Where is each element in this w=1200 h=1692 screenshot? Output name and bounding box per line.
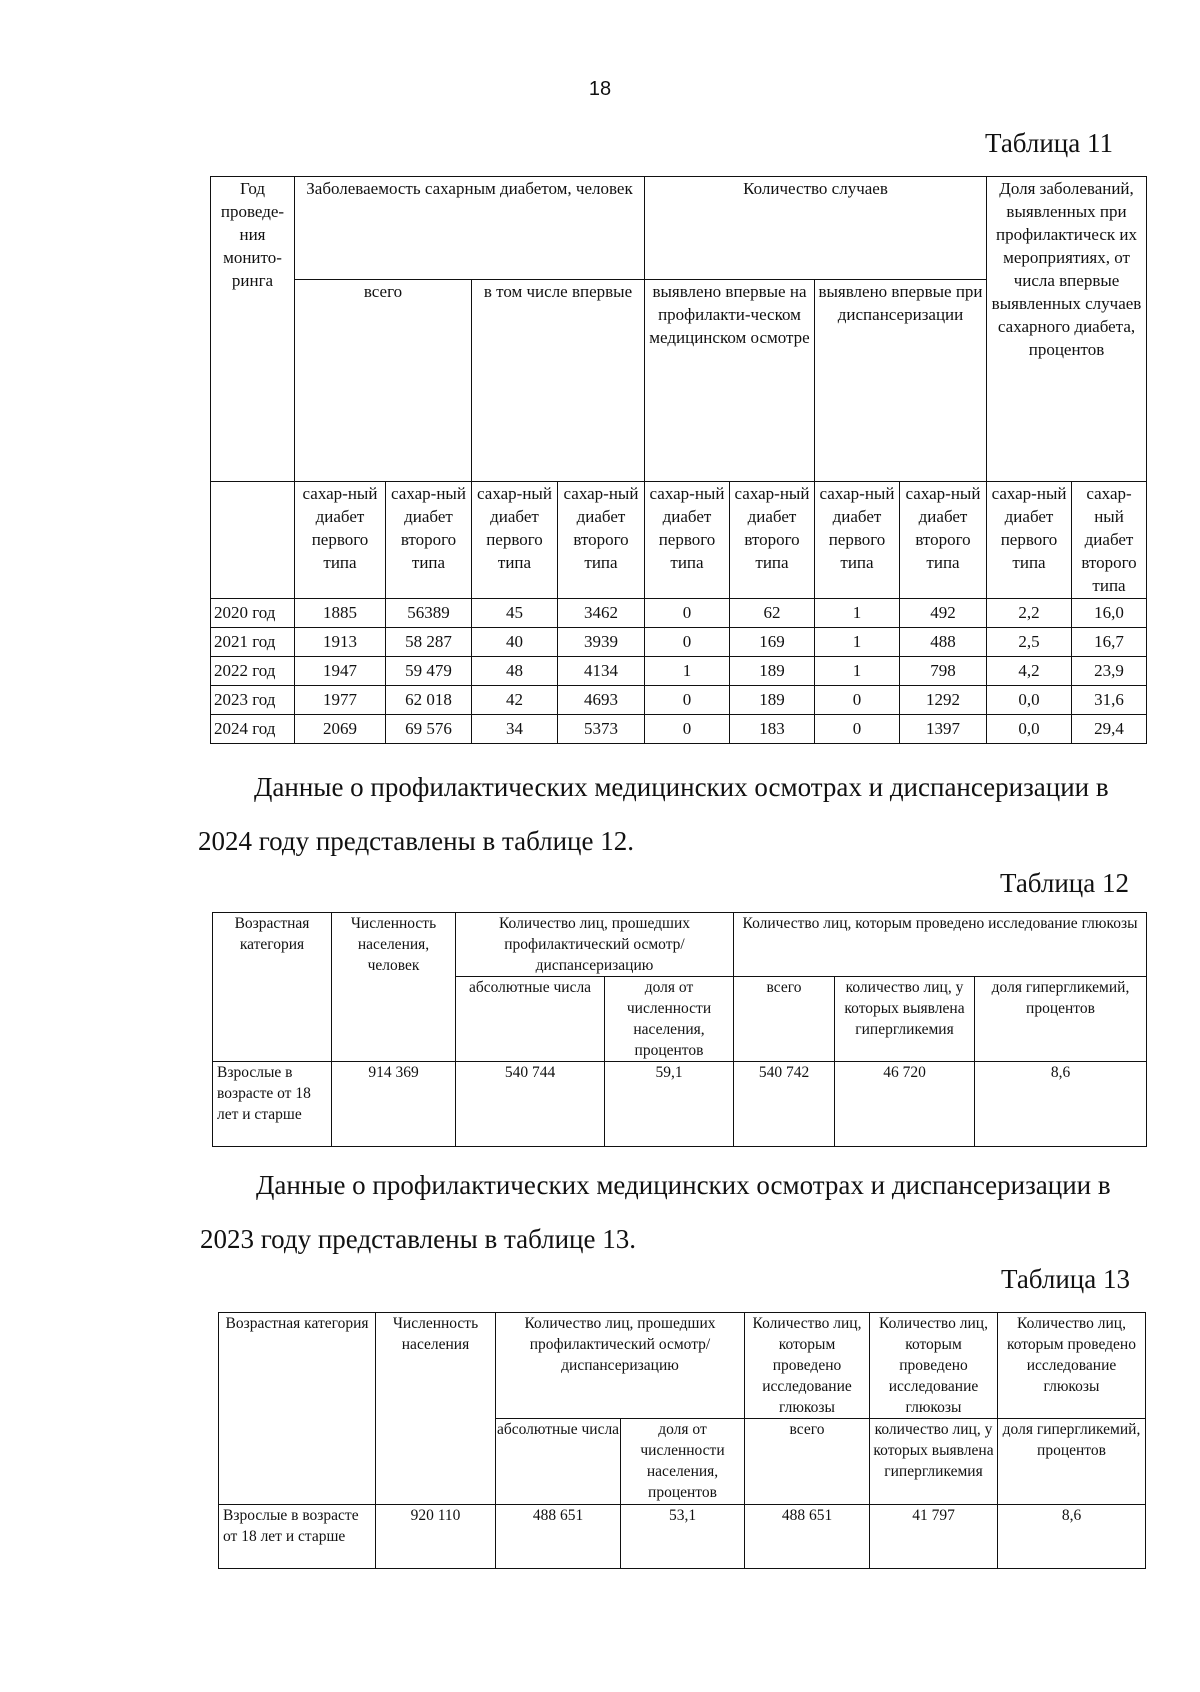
cell: 1947 <box>295 657 386 686</box>
t13-header-glucose-2: Количество лиц, которым проведено исследование глюкозы <box>870 1313 998 1419</box>
cell: 189 <box>730 657 815 686</box>
paragraph-2-line-1: Данные о профилактических медицинских осмотрах и диспансеризации в <box>256 1170 1111 1200</box>
cell: 169 <box>730 628 815 657</box>
t11-header-type2: сахар-ный диабет второго типа <box>900 482 987 599</box>
cell: 59,1 <box>605 1062 734 1147</box>
cell: 23,9 <box>1072 657 1147 686</box>
cell: 189 <box>730 686 815 715</box>
t11-header-type2: сахар-ный диабет второго типа <box>730 482 815 599</box>
t12-header-hyper-share: доля гипергликемий, процентов <box>975 977 1147 1062</box>
t12-header-hyper-count: количество лиц, у которых выявлена гипергликемия <box>835 977 975 1062</box>
t11-header-total: всего <box>295 280 472 482</box>
cell: 62 018 <box>386 686 472 715</box>
table-12-caption: Таблица 12 <box>1000 868 1129 898</box>
cell: 29,4 <box>1072 715 1147 744</box>
cell: 488 651 <box>496 1505 621 1569</box>
cell: 2069 <box>295 715 386 744</box>
cell: 183 <box>730 715 815 744</box>
cell: 0 <box>815 715 900 744</box>
t13-header-share-pop: доля от численности населения, процентов <box>621 1419 745 1505</box>
t12-header-glucose: Количество лиц, которым проведено исследование глюкозы <box>734 913 1147 977</box>
t13-header-glucose-1: Количество лиц, которым проведено исследование глюкозы <box>745 1313 870 1419</box>
cell: 540 744 <box>456 1062 605 1147</box>
t11-header-share: Доля заболеваний, выявленных при профилактическ их мероприятиях, от числа впервые выявленных случаев сахарного диабета, процентов <box>987 177 1147 482</box>
cell: 58 287 <box>386 628 472 657</box>
t11-header-disp: выявлено впервые при диспансеризации <box>815 280 987 482</box>
t12-age-cell: Взрослые в возрасте от 18 лет и старше <box>213 1062 332 1147</box>
t11-header-incidence: Заболеваемость сахарным диабетом, человек <box>295 177 645 280</box>
table-row <box>211 628 1147 657</box>
cell: 40 <box>472 628 558 657</box>
cell: 0 <box>645 715 730 744</box>
t11-header-prof: выявлено впервые на профилакти-ческом медицинском осмотре <box>645 280 815 482</box>
table-12 <box>212 912 1147 1147</box>
t11-header-type1: сахар-ный диабет первого типа <box>815 482 900 599</box>
cell: 4134 <box>558 657 645 686</box>
table-13 <box>218 1312 1146 1569</box>
paragraph-1-line-2: 2024 году представлены в таблице 12. <box>198 826 634 856</box>
t12-header-exam: Количество лиц, прошедших профилактический осмотр/ диспансеризацию <box>456 913 734 977</box>
t11-header-type1: сахар-ный диабет первого типа <box>645 482 730 599</box>
year-cell: 2023 год <box>211 686 295 715</box>
cell: 8,6 <box>975 1062 1147 1147</box>
cell: 42 <box>472 686 558 715</box>
table-row <box>211 599 1147 628</box>
cell: 69 576 <box>386 715 472 744</box>
t11-header-type1: сахар-ный диабет первого типа <box>472 482 558 599</box>
t13-header-exam: Количество лиц, прошедших профилактический осмотр/ диспансеризацию <box>496 1313 745 1419</box>
cell: 920 110 <box>376 1505 496 1569</box>
table-11 <box>210 176 1147 744</box>
table-row <box>211 715 1147 744</box>
t12-header-abs: абсолютные числа <box>456 977 605 1062</box>
t12-header-share-pop: доля от численности населения, процентов <box>605 977 734 1062</box>
cell: 5373 <box>558 715 645 744</box>
t12-header-all: всего <box>734 977 835 1062</box>
cell: 1 <box>815 628 900 657</box>
cell: 16,0 <box>1072 599 1147 628</box>
cell: 1 <box>815 599 900 628</box>
cell: 1885 <box>295 599 386 628</box>
cell: 0,0 <box>987 686 1072 715</box>
cell: 2,2 <box>987 599 1072 628</box>
t11-header-type1: сахар-ный диабет первого типа <box>987 482 1072 599</box>
cell: 1 <box>645 657 730 686</box>
cell: 45 <box>472 599 558 628</box>
table-13-caption: Таблица 13 <box>1001 1264 1130 1294</box>
cell: 56389 <box>386 599 472 628</box>
t13-header-hyper-share: доля гипергликемий, процентов <box>998 1419 1146 1505</box>
cell: 0,0 <box>987 715 1072 744</box>
t13-header-hyper-count: количество лиц, у которых выявлена гипергликемия <box>870 1419 998 1505</box>
cell: 34 <box>472 715 558 744</box>
t13-header-all: всего <box>745 1419 870 1505</box>
table-row <box>213 1062 1147 1147</box>
t13-age-cell: Взрослые в возрасте от 18 лет и старше <box>219 1505 376 1569</box>
cell: 1 <box>815 657 900 686</box>
year-cell: 2022 год <box>211 657 295 686</box>
t11-header-cases: Количество случаев <box>645 177 987 280</box>
t11-header-type2: сахар-ный диабет второго типа <box>558 482 645 599</box>
cell: 488 651 <box>745 1505 870 1569</box>
t13-header-age: Возрастная категория <box>219 1313 376 1505</box>
t13-header-abs: абсолютные числа <box>496 1419 621 1505</box>
t12-header-pop: Численность населения, человек <box>332 913 456 1062</box>
paragraph-2-line-2: 2023 году представлены в таблице 13. <box>200 1224 636 1254</box>
cell: 0 <box>645 599 730 628</box>
cell: 4,2 <box>987 657 1072 686</box>
cell: 488 <box>900 628 987 657</box>
paragraph-1-line-1: Данные о профилактических медицинских осмотрах и диспансеризации в <box>254 772 1109 802</box>
cell: 59 479 <box>386 657 472 686</box>
cell: 1397 <box>900 715 987 744</box>
table-row <box>211 686 1147 715</box>
cell: 1977 <box>295 686 386 715</box>
cell: 48 <box>472 657 558 686</box>
t11-header-year: Год проведе-ния монито-ринга <box>211 177 295 482</box>
cell: 2,5 <box>987 628 1072 657</box>
year-cell: 2024 год <box>211 715 295 744</box>
cell: 1913 <box>295 628 386 657</box>
cell: 3462 <box>558 599 645 628</box>
table-row <box>219 1505 1146 1569</box>
cell: 16,7 <box>1072 628 1147 657</box>
cell: 0 <box>645 628 730 657</box>
cell: 8,6 <box>998 1505 1146 1569</box>
cell: 0 <box>815 686 900 715</box>
cell: 1292 <box>900 686 987 715</box>
page-number: 18 <box>588 78 612 100</box>
cell: 540 742 <box>734 1062 835 1147</box>
cell: 31,6 <box>1072 686 1147 715</box>
cell: 0 <box>645 686 730 715</box>
cell: 62 <box>730 599 815 628</box>
t11-header-new: в том числе впервые <box>472 280 645 482</box>
year-cell: 2020 год <box>211 599 295 628</box>
cell: 3939 <box>558 628 645 657</box>
cell: 53,1 <box>621 1505 745 1569</box>
t11-header-type2: сахар-ный диабет второго типа <box>1072 482 1147 599</box>
cell: 914 369 <box>332 1062 456 1147</box>
cell: 46 720 <box>835 1062 975 1147</box>
t11-header-empty <box>211 482 295 599</box>
cell: 798 <box>900 657 987 686</box>
t13-header-pop: Численность населения <box>376 1313 496 1505</box>
cell: 492 <box>900 599 987 628</box>
table-11-caption: Таблица 11 <box>985 128 1113 158</box>
t13-header-glucose-3: Количество лиц, которым проведено исследование глюкозы <box>998 1313 1146 1419</box>
table-row <box>211 657 1147 686</box>
cell: 4693 <box>558 686 645 715</box>
cell: 41 797 <box>870 1505 998 1569</box>
t12-header-age: Возрастная категория <box>213 913 332 1062</box>
year-cell: 2021 год <box>211 628 295 657</box>
t11-header-type2: сахар-ный диабет второго типа <box>386 482 472 599</box>
t11-header-type1: сахар-ный диабет первого типа <box>295 482 386 599</box>
